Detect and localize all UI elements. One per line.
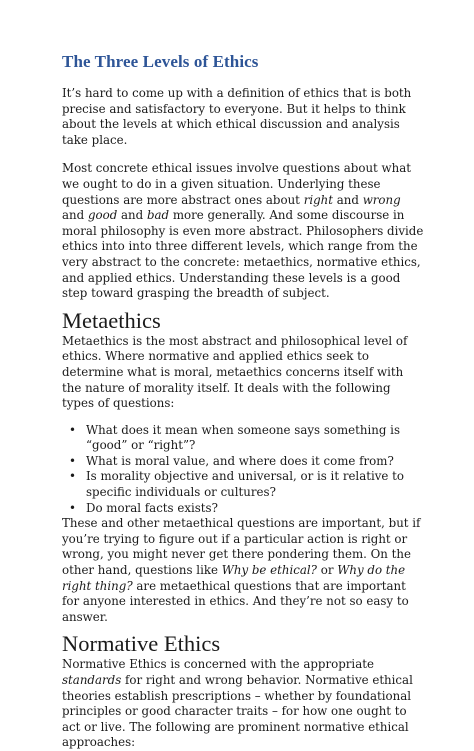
emphasis-standards: standards xyxy=(62,673,122,687)
bullet-icon: • xyxy=(69,422,76,437)
metaethics-heading: Metaethics xyxy=(62,307,161,333)
emphasis-wrong: wrong xyxy=(362,192,401,207)
levels-paragraph xyxy=(62,161,424,301)
text-run: for right and wrong behavior. Normative ethical theories establish prescriptions – whether by foundational principles or good character traits – for how one ought to act or live. The following are prominent normative ethical approaches: xyxy=(62,673,413,750)
list-item-text: Is morality objective and universal, or is it relative to specific individuals or cultures? xyxy=(86,469,404,500)
text-run: Normative Ethics is concerned with the appropriate xyxy=(62,657,374,672)
bullet-icon: • xyxy=(69,469,76,484)
metaethics-followup-paragraph xyxy=(62,516,424,625)
emphasis-good: good xyxy=(87,208,118,223)
metaethics-paragraph: Metaethics is the most abstract and philosophical level of ethics. Where normative and applied ethics seek to determine what is moral, metaethics concerns itself with the nature of morality itself. It deals with the following types of questions: xyxy=(62,333,408,411)
list-item-text: Do moral facts exists? xyxy=(86,500,218,515)
document-title: The Three Levels of Ethics xyxy=(62,52,259,71)
text-run: are metaethical questions that are important for anyone interested in ethics. And they’re not so easy to answer. xyxy=(62,578,409,624)
text-run: and xyxy=(62,208,88,223)
bullet-icon: • xyxy=(69,500,76,515)
normative-ethics-paragraph xyxy=(62,657,424,751)
bullet-icon: • xyxy=(69,453,76,468)
metaethics-question-list xyxy=(62,423,424,517)
text-run: and xyxy=(333,192,363,207)
intro-paragraph: It’s hard to come up with a definition of ethics that is both precise and satisfactory to everyone. But it helps to think about the levels at which ethical discussion and analysis take place. xyxy=(62,86,412,147)
text-run: Most concrete ethical issues involve questions about what we ought to do in a given situation. Underlying these questions are more abstract ones about xyxy=(62,161,412,207)
list-item-text: What is moral value, and where does it come from? xyxy=(86,453,394,468)
text-run: more generally. And some discourse in moral philosophy is even more abstract. Philosophers divide ethics into into three different levels, which range from the very abstract to the concrete: metaethics, normative ethics, and applied ethics. Understanding these levels is a good step toward grasping the breadth of subject. xyxy=(62,208,424,301)
emphasis-why-be-ethical: Why be ethical? xyxy=(221,563,317,578)
normative-ethics-heading: Normative Ethics xyxy=(62,631,221,657)
emphasis-bad: bad xyxy=(146,208,170,223)
list-item xyxy=(69,453,424,470)
text-run: and xyxy=(117,208,147,223)
emphasis-why-do-right: Why do the right thing? xyxy=(62,563,406,593)
list-item-text: What does it mean when someone says something is “good” or “right”? xyxy=(86,422,400,453)
emphasis-right: right xyxy=(303,192,333,207)
list-item xyxy=(69,469,424,500)
list-item xyxy=(69,422,424,454)
text-run: These and other metaethical questions are important, but if you’re trying to figure out if a particular action is right or wrong, you might never get there pondering them. On the other hand, questions like xyxy=(62,516,421,578)
list-item xyxy=(69,500,424,517)
text-run: or xyxy=(317,563,338,578)
